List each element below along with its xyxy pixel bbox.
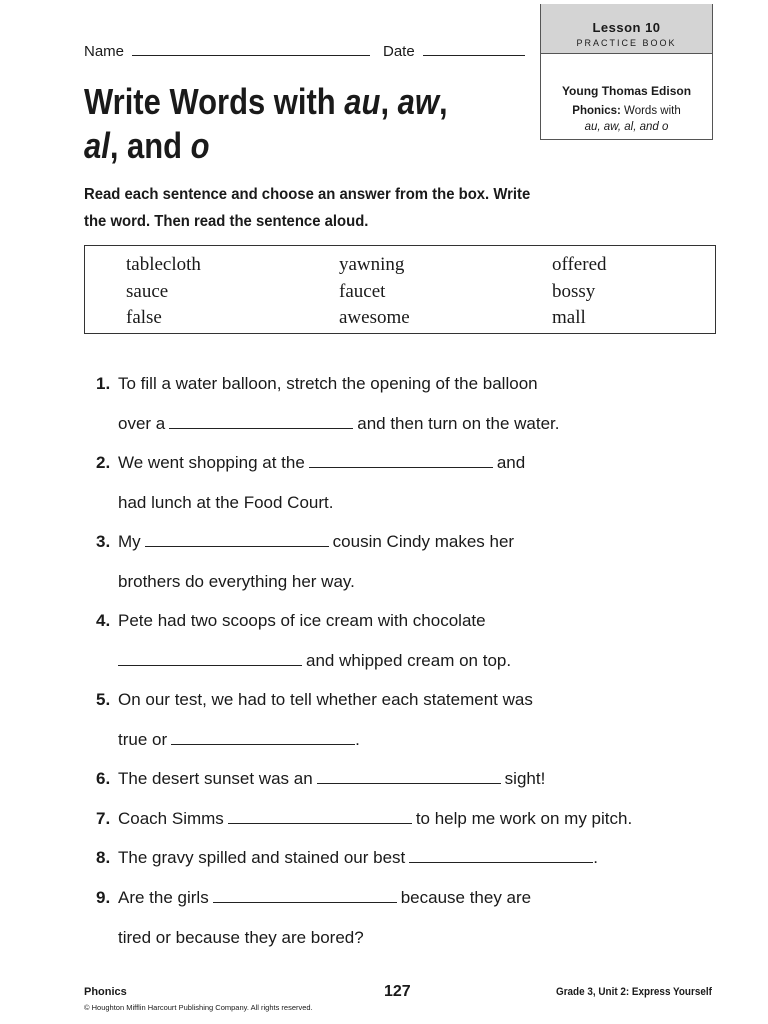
question-3-continued <box>118 572 355 592</box>
name-label: Name <box>84 43 125 60</box>
instructions <box>84 181 661 235</box>
name-blank[interactable] <box>132 41 370 56</box>
title-text: , and <box>109 125 191 166</box>
answer-blank-5[interactable] <box>171 730 355 745</box>
footer-unit-label: Grade 3, Unit 2: Express Yourself <box>556 986 712 998</box>
page-number: 127 <box>384 983 411 1000</box>
phonics-label: Phonics: <box>572 105 621 117</box>
question-2 <box>96 453 525 473</box>
word-bank-item: mall <box>552 307 586 328</box>
name-field-row <box>84 41 370 60</box>
word-bank-item: sauce <box>126 281 169 302</box>
question-text: over a <box>118 414 166 433</box>
question-1 <box>96 374 538 394</box>
answer-blank-8[interactable] <box>409 848 593 863</box>
question-number: 4. <box>96 611 111 630</box>
title-au: au <box>344 81 381 122</box>
question-number: 6. <box>96 769 111 788</box>
title-aw: aw <box>397 81 439 122</box>
word-bank-item: bossy <box>552 281 596 302</box>
title-comma: , <box>380 81 398 122</box>
answer-blank-6[interactable] <box>317 769 501 784</box>
title-text: Write Words with <box>84 81 345 122</box>
lesson-number: Lesson 10 <box>592 20 661 35</box>
word-bank-box <box>84 245 716 334</box>
question-text: Pete had two scoops of ice cream with chocolate <box>118 611 486 630</box>
title-o: o <box>190 125 210 166</box>
question-number: 2. <box>96 453 111 472</box>
question-number: 7. <box>96 809 111 828</box>
question-text: sight! <box>504 769 546 788</box>
title-al: al <box>84 125 110 166</box>
answer-blank-7[interactable] <box>228 809 412 824</box>
page-title <box>84 80 566 168</box>
question-4-continued <box>118 651 511 671</box>
phonics-text: Words with <box>624 105 681 117</box>
question-2-continued <box>118 493 333 513</box>
question-text: true or <box>118 730 168 749</box>
answer-blank-4[interactable] <box>118 651 302 666</box>
question-number: 8. <box>96 848 111 867</box>
date-blank[interactable] <box>423 41 525 56</box>
question-text: and <box>496 453 526 472</box>
answer-blank-9[interactable] <box>213 888 397 903</box>
title-comma: , <box>438 81 448 122</box>
word-bank-item: tablecloth <box>126 254 201 275</box>
question-text: The gravy spilled and stained our best <box>118 848 406 867</box>
question-text: because they are <box>400 888 532 907</box>
question-5 <box>96 690 533 710</box>
question-text: On our test, we had to tell whether each statement was <box>118 690 533 709</box>
question-text: cousin Cindy makes her <box>332 532 515 551</box>
answer-blank-1[interactable] <box>169 414 353 429</box>
question-number: 9. <box>96 888 111 907</box>
question-text: . <box>593 848 599 867</box>
footer-section-label: Phonics <box>84 986 127 998</box>
question-number: 5. <box>96 690 111 709</box>
question-6 <box>96 769 545 789</box>
answer-blank-2[interactable] <box>309 453 493 468</box>
question-5-continued <box>118 730 360 750</box>
question-text: Are the girls <box>118 888 209 907</box>
question-text: We went shopping at the <box>118 453 305 472</box>
question-9-continued <box>118 928 364 948</box>
instructions-line: Read each sentence and choose an answer from the box. Write <box>84 186 531 203</box>
question-text: My <box>118 532 141 551</box>
question-text: to help me work on my pitch. <box>415 809 633 828</box>
practice-book-label: PRACTICE BOOK <box>576 38 677 48</box>
question-text: and whipped cream on top. <box>306 651 512 670</box>
question-text: and then turn on the water. <box>357 414 560 433</box>
question-text: The desert sunset was an <box>118 769 313 788</box>
question-4 <box>96 611 486 631</box>
question-text: tired or because they are bored? <box>118 928 364 947</box>
question-number: 3. <box>96 532 111 551</box>
question-text: brothers do everything her way. <box>118 572 355 591</box>
question-3 <box>96 532 514 552</box>
question-8 <box>96 848 598 868</box>
word-bank-item: awesome <box>339 307 410 328</box>
instructions-line: the word. Then read the sentence aloud. <box>84 213 369 230</box>
question-text: Coach Simms <box>118 809 224 828</box>
question-text: had lunch at the Food Court. <box>118 493 334 512</box>
question-number: 1. <box>96 374 111 393</box>
question-7 <box>96 809 632 829</box>
date-field-row <box>383 41 525 60</box>
word-bank-item: offered <box>552 254 607 275</box>
word-bank-item: false <box>126 307 162 328</box>
phonics-patterns: au, aw, al, and o <box>584 121 669 133</box>
word-bank-item: yawning <box>339 254 405 275</box>
question-9 <box>96 888 531 908</box>
date-label: Date <box>383 43 415 60</box>
lesson-info-box <box>540 4 713 140</box>
copyright-notice: © Houghton Mifflin Harcourt Publishing Company. All rights reserved. <box>84 1003 313 1012</box>
question-1-continued <box>118 414 560 434</box>
question-text: . <box>355 730 360 749</box>
story-title: Young Thomas Edison <box>561 84 692 98</box>
question-text: To fill a water balloon, stretch the opening of the balloon <box>118 374 538 393</box>
phonics-description <box>541 103 712 135</box>
answer-blank-3[interactable] <box>145 532 329 547</box>
lesson-details <box>541 84 712 135</box>
word-bank-item: faucet <box>339 281 386 302</box>
lesson-header <box>541 4 712 54</box>
